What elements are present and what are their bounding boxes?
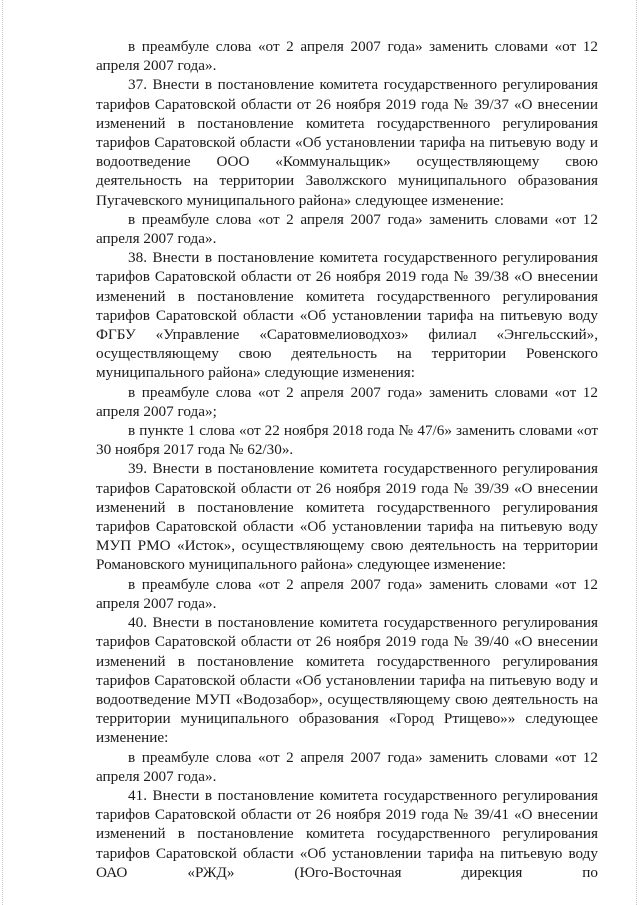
paragraph-item-37: 37. Внести в постановление комитета государственного регулирования тарифов Саратовской области от 26 ноября 2019 года № 39/37 «О внесении изменений в постановление комитета государственного регулирования тарифов Саратовской области «Об установлении тарифа на питьевую воду и водоотведение ООО «Коммунальщик» осуществляющему свою деятельность на территории Заволжского муниципального образования Пугачевского муниципального района» следующее изменение: bbox=[96, 76, 598, 209]
paragraph-preamble-38: в преамбуле слова «от 2 апреля 2007 года» заменить словами «от 12 апреля 2007 года»; bbox=[96, 383, 598, 420]
paragraph-item-40: 40. Внести в постановление комитета государственного регулирования тарифов Саратовской области от 26 ноября 2019 года № 39/40 «О внесении изменений в постановление комитета государственного регулирования тарифов Саратовской области «Об установлении тарифа на питьевую воду и водоотведение МУП «Водозабор», осуществляющему свою деятельность на территории муниципального образования «Город Ртищево»» следующее изменение: bbox=[96, 614, 598, 747]
paragraph-preamble-37: в преамбуле слова «от 2 апреля 2007 года» заменить словами «от 12 апреля 2007 года». bbox=[96, 210, 598, 248]
paragraph-item-41: 41. Внести в постановление комитета государственного регулирования тарифов Саратовской области от 26 ноября 2019 года № 39/41 «О внесении изменений в постановление комитета государственного регулирования тарифов Саратовской области «Об установлении тарифа на питьевую воду ОАО «РЖД» (Юго-Восточная дирекция по bbox=[96, 786, 598, 881]
document-body bbox=[96, 37, 598, 882]
paragraph-preamble-40: в преамбуле слова «от 2 апреля 2007 года» заменить словами «от 12 апреля 2007 года». bbox=[96, 748, 598, 785]
paragraph-preamble-36: в преамбуле слова «от 2 апреля 2007 года» заменить словами «от 12 апреля 2007 года». bbox=[96, 38, 598, 75]
paragraph-item-39: 39. Внести в постановление комитета государственного регулирования тарифов Саратовской области от 26 ноября 2019 года № 39/39 «О внесении изменений в постановление комитета государственного регулирования тарифов Саратовской области «Об установлении тарифа на питьевую воду МУП РМО «Исток», осуществляющему свою деятельность на территории Романовского муниципального района» следующее изменение: bbox=[96, 460, 598, 574]
paragraph-preamble-39: в преамбуле слова «от 2 апреля 2007 года» заменить словами «от 12 апреля 2007 года». bbox=[96, 575, 598, 612]
scan-edge-right bbox=[636, 0, 638, 905]
paragraph-item-38: 38. Внести в постановление комитета государственного регулирования тарифов Саратовской области от 26 ноября 2019 года № 39/38 «О внесении изменений в постановление комитета государственного регулирования тарифов Саратовской области «Об установлении тарифа на питьевую воду ФГБУ «Управление «Саратовмелиоводхоз» филиал «Энгельсский», осуществляющему свою деятельность на территории Ровенского муниципального района» следующие изменения: bbox=[96, 249, 598, 382]
paragraph-point1-38: в пункте 1 слова «от 22 ноября 2018 года № 47/6» заменить словами «от 30 ноября 2017 года № 62/30». bbox=[96, 422, 598, 459]
scan-edge-left bbox=[2, 0, 4, 905]
